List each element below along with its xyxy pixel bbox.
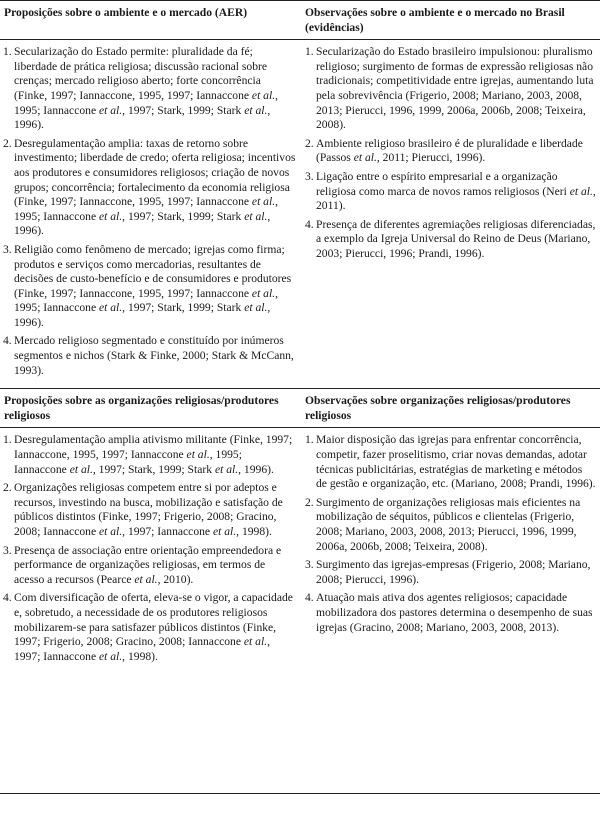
list-item: 2. Desregulamentação amplia: taxas de retorno sobre investimento; liberdade de credo; oferta religiosa; incentivos aos produtores e consumidores religiosos; criação de novos grupos; concorrência; fortalecimento da economia religiosa (Finke, 1997; Iannaccone, 1995, 1997; Iannaccone et al., 1995; Iannaccone et al., 1997; Stark, 1999; Stark et al., 1996).: [3, 136, 296, 238]
section-body-row: [0, 40, 600, 389]
list-item-text: Mercado religioso segmentado e constituído por inúmeros segmentos e nichos (Stark & Finke, 2000; Stark & McCann, 1993).: [14, 334, 294, 377]
left-column-body: [0, 40, 300, 389]
left-column-header: Proposições sobre o ambiente e o mercado (AER): [4, 6, 248, 19]
list-item: 4. Mercado religioso segmentado e constituído por inúmeros segmentos e nichos (Stark & Finke, 2000; Stark & McCann, 1993).: [3, 334, 294, 377]
list-item: 2. Surgimento de organizações religiosas mais eficientes na mobilização de séquitos, públicos e clientelas (Frigerio, 2008; Mariano, 2003, 2008, 2013; Pierucci, 1996, 1999, 2006a, 2006b, 2008; Teixeira, 2008).: [305, 495, 581, 553]
list-item: 1. Secularização do Estado brasileiro impulsionou: pluralismo religioso; surgimento de formas de expressão religiosas não tradicionais; competitividade entre igrejas, aumentando luta pela sobrevivência (Frigerio, 2008; Mariano, 2003, 2008, 2013; Pierucci, 1996, 1999, 2006a, 2006b, 2008; Teixeira, 2008).: [305, 45, 594, 132]
list-item-text: Organizações religiosas competem entre si por adeptos e recursos, investindo na busca, mobilização e satisfação de públicos distintos (Finke, 1997; Frigerio, 2008; Gracino, 2008; Iannaccone et al., 1997; Iannaccone et al., 1998).: [14, 481, 283, 538]
left-column-body: [0, 428, 300, 674]
list-item: 1. Desregulamentação amplia ativismo militante (Finke, 1997; Iannaccone, 1995, 1997; Iannaccone et al., 1995; Iannaccone et al., 1997; Stark, 1999; Stark et al., 1996).: [3, 433, 293, 476]
section-header-row: [0, 1, 600, 40]
list-item: 3. Religião como fenômeno de mercado; igrejas como firma; produtos e serviços como mercadorias, resultantes de decisões de custo-benefício e de consumidores e produtores (Finke, 1997; Iannaccone, 1995, 1997; Iannaccone et al., 1995; Iannaccone et al., 1997; Stark, 1999; Stark et al., 1996).: [3, 242, 292, 329]
list-item-text: Com diversificação de oferta, eleva-se o vigor, a capacidade e, sobretudo, a necessidade de os produtores religiosos mobilizarem-se para satisfazer públicos distintos (Finke, 1997; Frigerio, 2008; Gracino, 2008; Iannaccone et al., 1997; Iannaccone et al., 1998).: [14, 591, 293, 663]
list-item: 4. Atuação mais ativa dos agentes religiosos; capacidade mobilizadora dos pastores determina o desempenho de suas igrejas (Gracino, 2008; Mariano, 2003, 2008, 2013).: [305, 591, 593, 634]
list-item-text: Religião como fenômeno de mercado; igrejas como firma; produtos e serviços como mercadorias, resultantes de decisões de custo-benefício e de consumidores e produtores (Finke, 1997; Iannaccone, 1995, 1997; Iannaccone et al., 1995; Iannaccone et al., 1997; Stark, 1999; Stark et al., 1996).: [14, 242, 292, 329]
list-item-text: Secularização do Estado brasileiro impulsionou: pluralismo religioso; surgimento de formas de expressão religiosas não tradicionais; competitividade entre igrejas, aumentando luta pela sobrevivência (Frigerio, 2008; Mariano, 2003, 2008, 2013; Pierucci, 1996, 1999, 2006a, 2006b, 2008; Teixeira, 2008).: [316, 45, 594, 132]
list-item: 1. Secularização do Estado permite: pluralidade da fé; liberdade de prática religiosa; discussão racional sobre crenças; mercado religioso aberto; forte concorrência (Finke, 1997; Iannaccone, 1995, 1997; Iannaccone et al., 1995; Iannaccone et al., 1997; Stark, 1999; Stark et al., 1996).: [3, 45, 279, 132]
list-item: 1. Maior disposição das igrejas para enfrentar concorrência, competir, fazer proselitismo, criar novas demandas, adotar técnicas publicitárias, estratégias de marketing e métodos de gestão e organização, etc. (Mariano, 2008; Prandi, 1996).: [305, 433, 596, 491]
right-column-header: Observações sobre o ambiente e o mercado no Brasil (evidências): [305, 6, 565, 34]
numbered-list: [305, 45, 596, 261]
list-item-text: Ambiente religioso brasileiro é de pluralidade e liberdade (Passos et al., 2011; Pierucci, 1996).: [316, 136, 583, 165]
list-item: 4. Presença de diferentes agremiações religiosas diferenciadas, a exemplo da Igreja Universal do Reino de Deus (Mariano, 2003; Pierucci, 1996; Prandi, 1996).: [305, 217, 596, 260]
numbered-list: [3, 433, 296, 664]
section-body-row: [0, 428, 600, 674]
list-item: 3. Presença de associação entre orientação empreendedora e performance de organizações religiosas, em termos de acesso a recursos (Pearce et al., 2010).: [3, 543, 282, 586]
list-item-text: Desregulamentação amplia ativismo militante (Finke, 1997; Iannaccone, 1995, 1997; Iannaccone et al., 1995; Iannaccone et al., 1997; Stark, 1999; Stark et al., 1996).: [14, 433, 293, 476]
list-item-text: Surgimento das igrejas-empresas (Frigerio, 2008; Mariano, 2008; Pierucci, 1996).: [316, 558, 591, 586]
list-item-text: Secularização do Estado permite: pluralidade da fé; liberdade de prática religiosa; discussão racional sobre crenças; mercado religioso aberto; forte concorrência (Finke, 1997; Iannaccone, 1995, 1997; Iannaccone et al., 1995; Iannaccone et al., 1997; Stark, 1999; Stark et al., 1996).: [14, 45, 279, 132]
section-header-row: [0, 389, 600, 428]
list-item: 3. Ligação entre o espírito empresarial e a organização religiosa como marca de novos ramos religiosos (Neri et al., 2011).: [305, 169, 596, 213]
table-bottom-rule: [0, 793, 600, 794]
list-item-text: Atuação mais ativa dos agentes religiosos; capacidade mobilizadora dos pastores determina o desempenho de suas igrejas (Gracino, 2008; Mariano, 2003, 2008, 2013).: [316, 591, 593, 634]
list-item-text: Presença de diferentes agremiações religiosas diferenciadas, a exemplo da Igreja Universal do Reino de Deus (Mariano, 2003; Pierucci, 1996; Prandi, 1996).: [316, 217, 596, 260]
right-column-body: [300, 40, 600, 389]
left-column-header: Proposições sobre as organizações religiosas/produtores religiosos: [4, 394, 279, 422]
list-item-text: Ligação entre o espírito empresarial e a organização religiosa como marca de novos ramos religiosos (Neri et al., 2011).: [316, 169, 596, 213]
right-column-body: [300, 428, 600, 674]
list-item-text: Maior disposição das igrejas para enfrentar concorrência, competir, fazer proselitismo, criar novas demandas, adotar técnicas publicitárias, estratégias de marketing e métodos de gestão e organização, etc. (Mariano, 2008; Prandi, 1996).: [316, 433, 596, 491]
numbered-list: [3, 45, 296, 378]
list-item: 2. Ambiente religioso brasileiro é de pluralidade e liberdade (Passos et al., 2011; Pierucci, 1996).: [305, 136, 583, 165]
list-item: 4. Com diversificação de oferta, eleva-se o vigor, a capacidade e, sobretudo, a necessidade de os produtores religiosos mobilizarem-se para satisfazer públicos distintos (Finke, 1997; Frigerio, 2008; Gracino, 2008; Iannaccone et al., 1997; Iannaccone et al., 1998).: [3, 591, 293, 663]
numbered-list: [305, 433, 596, 635]
list-item: 2. Organizações religiosas competem entre si por adeptos e recursos, investindo na busca, mobilização e satisfação de públicos distintos (Finke, 1997; Frigerio, 2008; Gracino, 2008; Iannaccone et al., 1997; Iannaccone et al., 1998).: [3, 481, 283, 538]
list-item-text: Desregulamentação amplia: taxas de retorno sobre investimento; liberdade de credo; oferta religiosa; incentivos aos produtores e consumidores religiosos; criação de novos grupos; concorrência; fortalecimento da economia religiosa (Finke, 1997; Iannaccone, 1995, 1997; Iannaccone et al., 1995; Iannaccone et al., 1997; Stark, 1999; Stark et al., 1996).: [14, 136, 296, 238]
list-item-text: Surgimento de organizações religiosas mais eficientes na mobilização de séquitos, públicos e clientelas (Frigerio, 2008; Mariano, 2003, 2008, 2013; Pierucci, 1996, 1999, 2006a, 2006b, 2008; Teixeira, 2008).: [316, 495, 581, 553]
right-column-header: Observações sobre organizações religiosas/produtores religiosos: [305, 394, 571, 422]
list-item: 3. Surgimento das igrejas-empresas (Frigerio, 2008; Mariano, 2008; Pierucci, 1996).: [305, 558, 591, 586]
list-item-text: Presença de associação entre orientação empreendedora e performance de organizações religiosas, em termos de acesso a recursos (Pearce et al., 2010).: [14, 543, 282, 586]
